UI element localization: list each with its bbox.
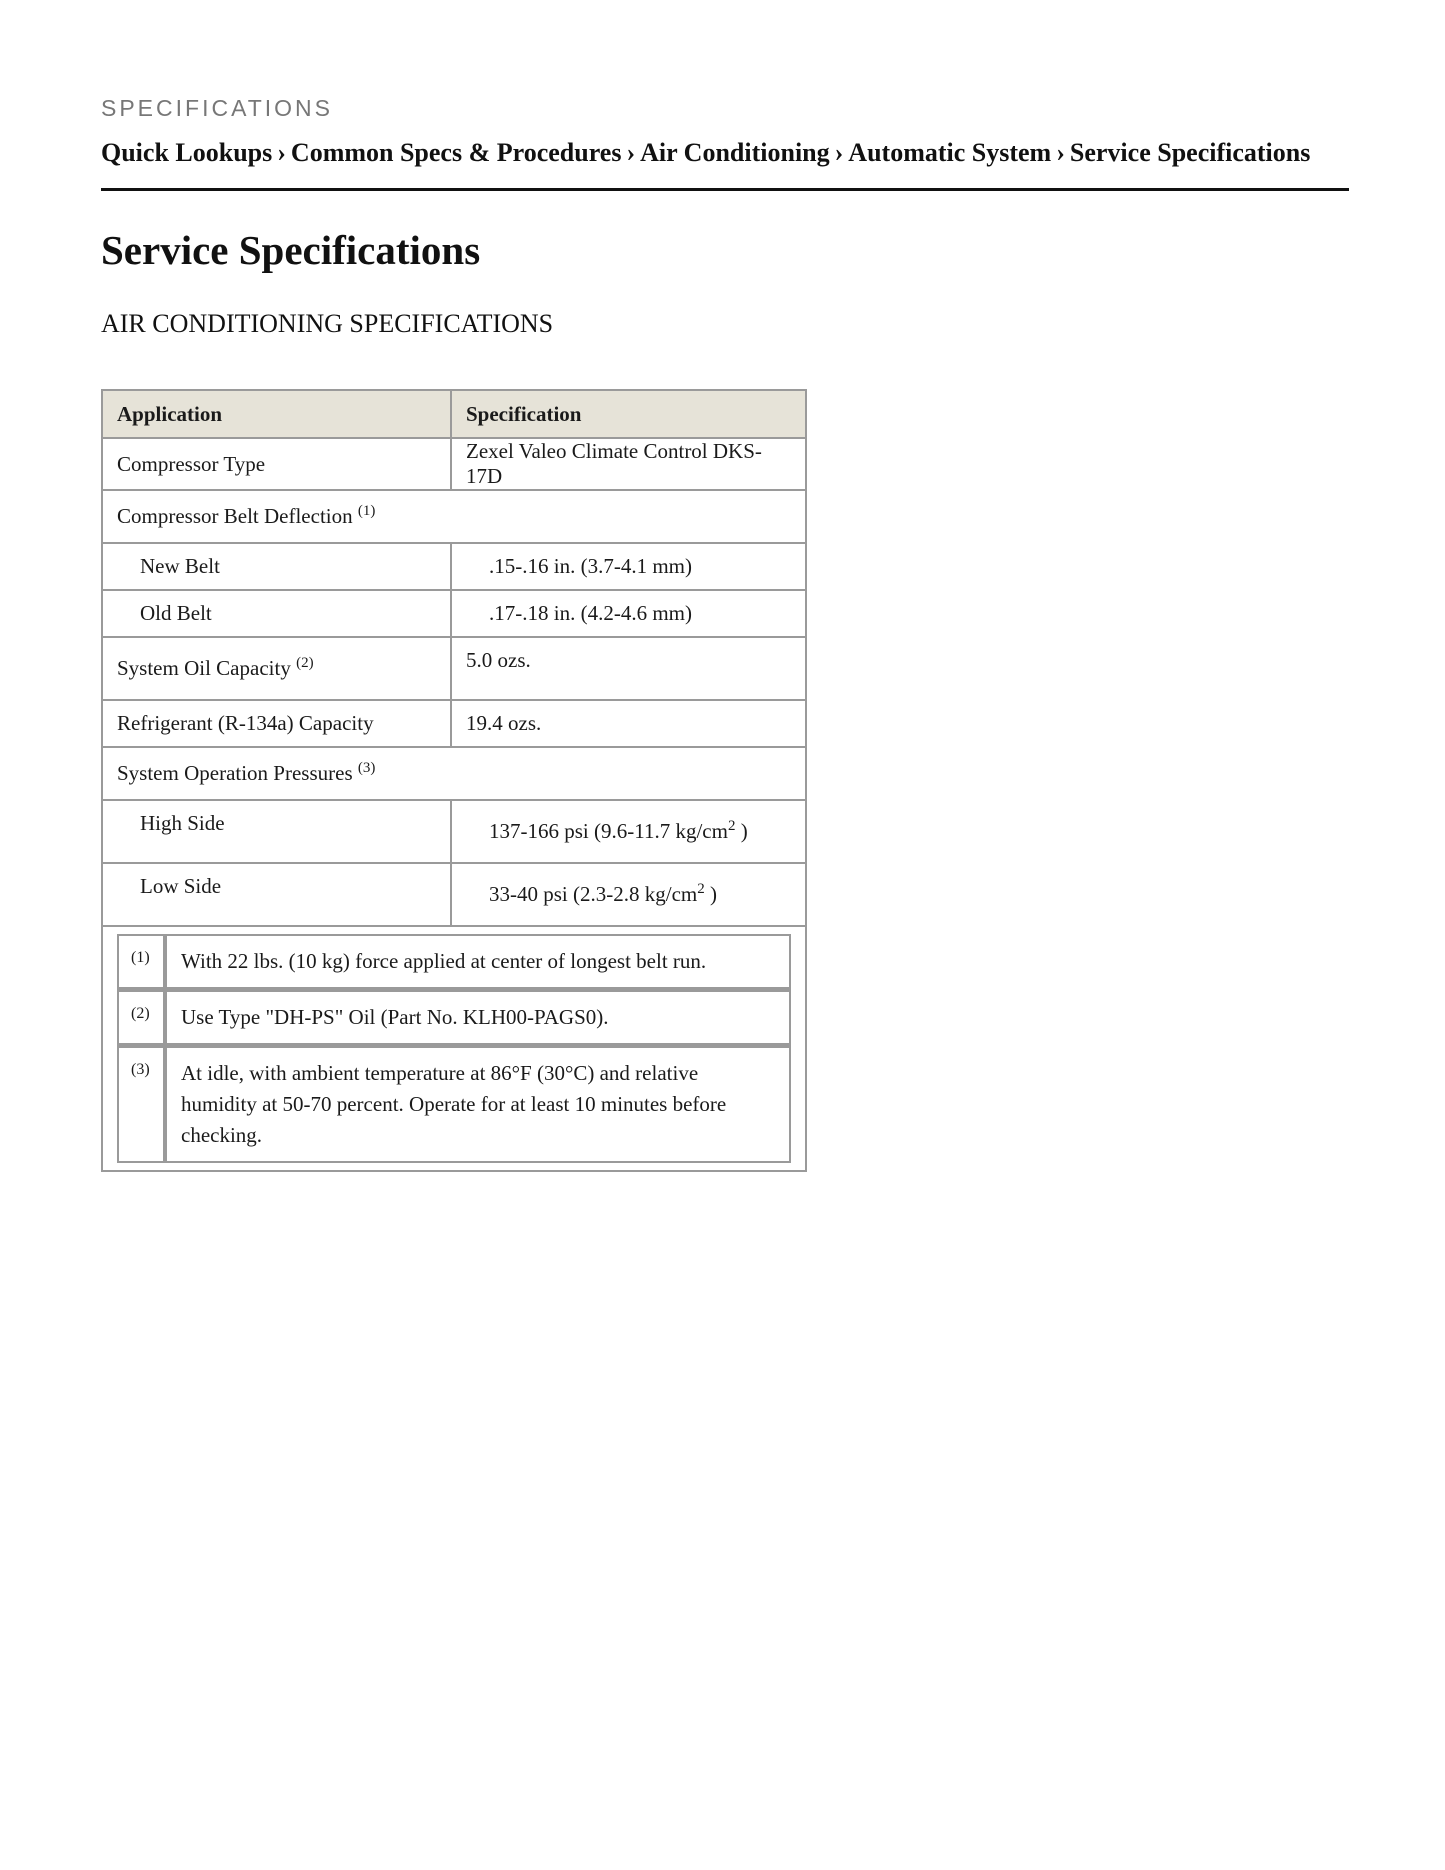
breadcrumb — [101, 138, 1310, 168]
table-row — [102, 543, 806, 590]
page-title: Service Specifications — [101, 227, 481, 273]
footnote-ref: (2) — [296, 655, 314, 671]
footnote-row — [117, 989, 791, 1045]
oil-capacity-text: System Oil Capacity — [117, 656, 291, 680]
belt-deflection-text: Compressor Belt Deflection — [117, 504, 353, 528]
unit-exponent: 2 — [727, 818, 736, 834]
table-row — [102, 637, 806, 700]
footnote-row — [117, 934, 791, 989]
section-heading: AIR CONDITIONING SPECIFICATIONS — [101, 309, 554, 338]
column-header-specification: Specification — [451, 390, 806, 438]
breadcrumb-quick-lookups[interactable]: Quick Lookups — [101, 138, 273, 167]
header-divider — [101, 188, 1349, 191]
footnote-text: Use Type "DH-PS" Oil (Part No. KLH00-PAGS0). — [165, 989, 791, 1045]
table-row — [102, 438, 806, 490]
footnote-text: With 22 lbs. (10 kg) force applied at center of longest belt run. — [165, 934, 791, 989]
low-side-value-end: ) — [704, 882, 717, 906]
table-row — [102, 863, 806, 926]
section-label: SPECIFICATIONS — [101, 95, 333, 121]
row-label-high-side: High Side — [102, 800, 451, 863]
footnote-ref: (3) — [357, 760, 376, 776]
high-side-value-end: ) — [735, 819, 748, 843]
row-value-oil-capacity: 5.0 ozs. — [451, 637, 806, 700]
table-row — [102, 800, 806, 863]
breadcrumb-separator: › — [277, 138, 286, 167]
row-label-new-belt: New Belt — [102, 543, 451, 590]
low-side-value: 33-40 psi (2.3-2.8 kg/cm — [489, 882, 698, 906]
row-value-compressor-type: Zexel Valeo Climate Control DKS-17D — [451, 438, 806, 490]
row-value-high-side — [451, 800, 806, 863]
row-value-old-belt: .17-.18 in. (4.2-4.6 mm) — [451, 590, 806, 637]
breadcrumb-air-conditioning[interactable]: Air Conditioning — [640, 138, 830, 167]
footnote-ref: (1) — [357, 503, 376, 519]
row-label-belt-deflection — [102, 490, 806, 543]
footnote-number: (3) — [117, 1045, 165, 1163]
table-row — [102, 490, 806, 543]
breadcrumb-separator: › — [834, 138, 844, 167]
breadcrumb-separator: › — [1056, 138, 1065, 167]
breadcrumb-separator: › — [626, 138, 636, 167]
footnotes-table — [117, 934, 791, 1163]
table-row — [102, 590, 806, 637]
footnote-number: (1) — [117, 934, 165, 989]
footnote-row — [117, 1045, 791, 1163]
breadcrumb-service-specifications[interactable]: Service Specifications — [1069, 138, 1311, 167]
row-label-refrigerant: Refrigerant (R-134a) Capacity — [102, 700, 451, 747]
breadcrumb-common-specs[interactable]: Common Specs & Procedures — [290, 138, 622, 167]
row-label-pressures — [102, 747, 806, 800]
high-side-value: 137-166 psi (9.6-11.7 kg/cm — [489, 819, 728, 843]
footnotes-row — [102, 926, 806, 1171]
row-value-refrigerant: 19.4 ozs. — [451, 700, 806, 747]
row-label-low-side: Low Side — [102, 863, 451, 926]
footnote-text: At idle, with ambient temperature at 86°F (30°C) and relative humidity at 50-70 percent. Operate for at least 10 minutes before checking. — [165, 1045, 791, 1163]
footnote-number: (2) — [117, 989, 165, 1045]
column-header-application: Application — [102, 390, 451, 438]
row-value-new-belt: .15-.16 in. (3.7-4.1 mm) — [451, 543, 806, 590]
unit-exponent: 2 — [697, 881, 705, 897]
row-label-oil-capacity — [102, 637, 451, 700]
specifications-table — [101, 389, 807, 1172]
breadcrumb-automatic-system[interactable]: Automatic System — [848, 138, 1052, 167]
row-value-low-side — [451, 863, 806, 926]
row-label-old-belt: Old Belt — [102, 590, 451, 637]
table-header-row — [102, 390, 806, 438]
table-row — [102, 747, 806, 800]
row-label-compressor-type: Compressor Type — [102, 438, 451, 490]
footnotes-cell — [102, 926, 806, 1171]
pressures-text: System Operation Pressures — [117, 761, 353, 785]
table-row — [102, 700, 806, 747]
